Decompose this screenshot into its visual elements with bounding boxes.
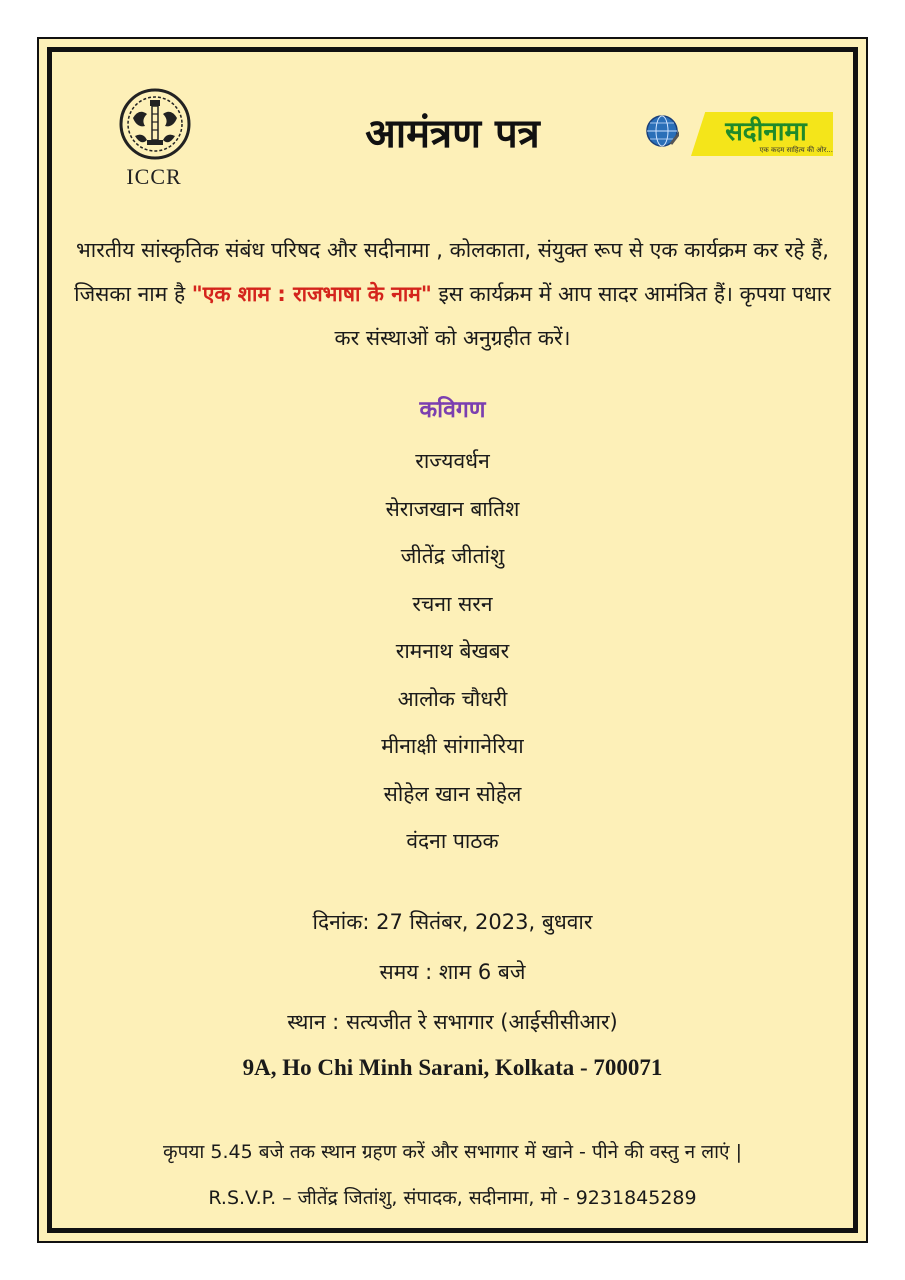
event-venue: स्थान : सत्यजीत रे सभागार (आईसीसीआर) — [287, 1010, 618, 1034]
iccr-logo-text: ICCR — [126, 164, 182, 189]
event-date: दिनांक: 27 सितंबर, 2023, बुधवार — [312, 910, 593, 934]
poets-heading: कविगण — [419, 397, 486, 423]
footer-note: कृपया 5.45 बजे तक स्थान ग्रहण करें और सभागार में खाने - पीने की वस्तु न लाएं | — [163, 1141, 742, 1163]
sadinama-logo-name: सदीनामा — [725, 117, 807, 147]
page-title: आमंत्रण पत्र — [365, 111, 540, 157]
rsvp-line: R.S.V.P. – जीतेंद्र जितांशु, संपादक, सदीनामा, मो - 9231845289 — [208, 1187, 697, 1209]
poet-name: सोहेल खान सोहेल — [383, 781, 522, 806]
sadinama-logo-tagline: एक कदम साहित्य की ओर... — [759, 146, 833, 154]
event-time: समय : शाम 6 बजे — [379, 960, 526, 984]
poet-name: सेराजखान बातिश — [385, 496, 520, 521]
sadinama-logo — [645, 112, 835, 160]
intro-paragraph — [62, 228, 843, 360]
poet-name: वंदना पाठक — [406, 829, 499, 853]
poets-list — [0, 444, 905, 872]
poet-name: राज्यवर्धन — [415, 449, 490, 473]
poet-name: रचना सरन — [412, 591, 493, 616]
poet-name: रामनाथ बेखबर — [395, 639, 510, 663]
poet-name: जीतेंद्र जीतांशु — [400, 544, 505, 568]
globe-icon — [645, 114, 679, 148]
event-name-highlight: "एक शाम : राजभाषा के नाम" — [191, 282, 432, 306]
poet-name: मीनाक्षी सांगानेरिया — [381, 734, 524, 758]
intro-text-part2: इस कार्यक्रम में आप सादर आमंत्रित हैं। कृपया पधार कर संस्थाओं को अनुग्रहीत करें। — [334, 282, 831, 350]
poet-name: आलोक चौधरी — [397, 686, 508, 711]
event-address: 9A, Ho Chi Minh Sarani, Kolkata - 700071 — [242, 1055, 663, 1080]
intro-text-part1: भारतीय सांस्कृतिक संबंध परिषद और सदीनामा , कोलकाता, संयुक्त रूप से एक कार्यक्रम कर रहे हैं, जिसका नाम है — [74, 238, 829, 306]
